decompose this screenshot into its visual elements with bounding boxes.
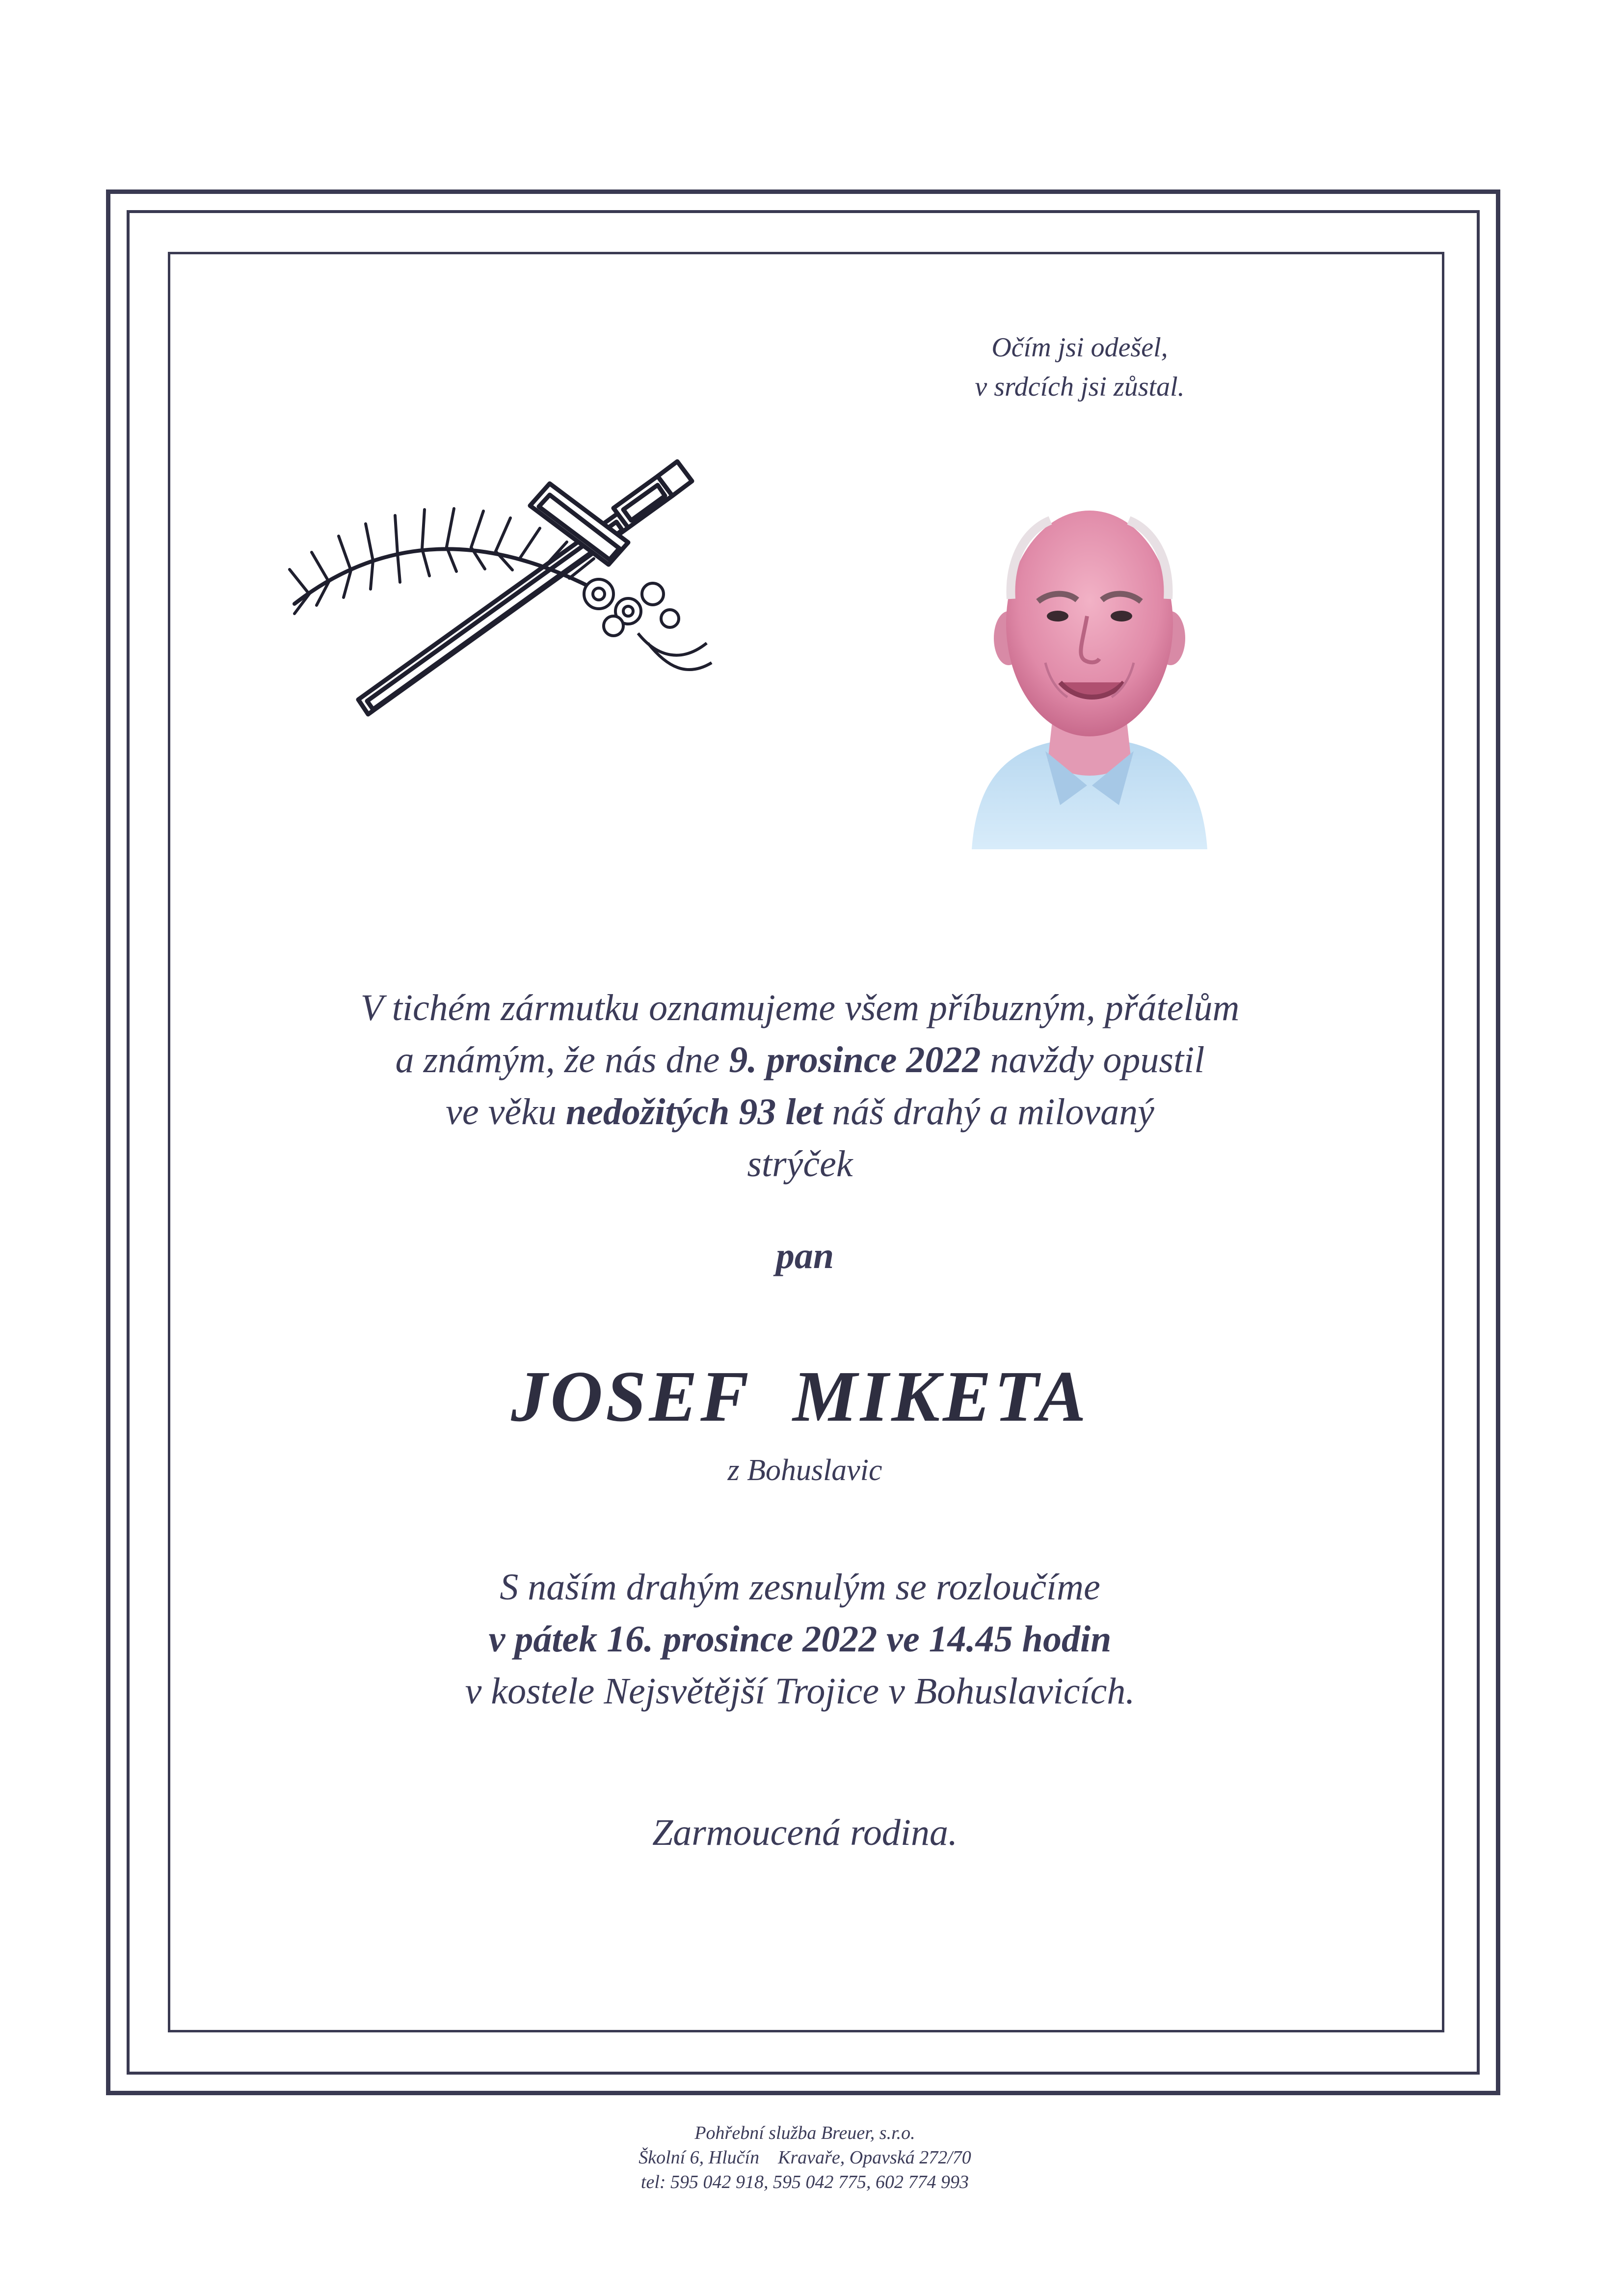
age: nedožitých 93 let xyxy=(565,1091,823,1133)
announcement-text: ve věku xyxy=(446,1091,566,1133)
footer-company: Pohřební služba Breuer, s.r.o. xyxy=(694,2123,915,2143)
announcement xyxy=(206,982,1394,1190)
announcement-line: strýček xyxy=(747,1143,853,1185)
deceased-name: JOSEF MIKETA xyxy=(511,1356,1089,1437)
signature: Zarmoucená rodina. xyxy=(652,1812,958,1853)
epigraph xyxy=(908,328,1251,406)
portrait-photo xyxy=(962,486,1217,849)
epigraph-line: Očím jsi odešel, xyxy=(991,332,1168,363)
footer-address: Školní 6, Hlučín Kravaře, Opavská 272/70 xyxy=(639,2147,971,2168)
announcement-line xyxy=(206,1034,1394,1086)
announcement-text: a známým, že nás dne xyxy=(395,1039,729,1080)
farewell-details xyxy=(206,1561,1394,1717)
farewell-line: S naším drahým zesnulým se rozloučíme xyxy=(500,1567,1100,1608)
footer xyxy=(540,2121,1070,2194)
cross-with-palm-icon xyxy=(255,432,771,727)
funeral-date-time: v pátek 16. prosince 2022 ve 14.45 hodin xyxy=(488,1619,1112,1660)
death-date: 9. prosince 2022 xyxy=(729,1039,981,1080)
announcement-text: navždy opustil xyxy=(981,1039,1205,1080)
epigraph-line: v srdcích jsi zůstal. xyxy=(975,372,1185,402)
announcement-line xyxy=(206,1086,1394,1138)
origin: z Bohuslavic xyxy=(727,1454,882,1487)
footer-phones: tel: 595 042 918, 595 042 775, 602 774 993 xyxy=(640,2172,969,2192)
title-prefix: pan xyxy=(775,1235,834,1276)
announcement-line: V tichém zármutku oznamujeme všem příbuzným, přátelům xyxy=(360,987,1240,1028)
funeral-location: v kostele Nejsvětější Trojice v Bohuslavicích. xyxy=(465,1671,1135,1712)
announcement-text: náš drahý a milovaný xyxy=(823,1091,1154,1133)
